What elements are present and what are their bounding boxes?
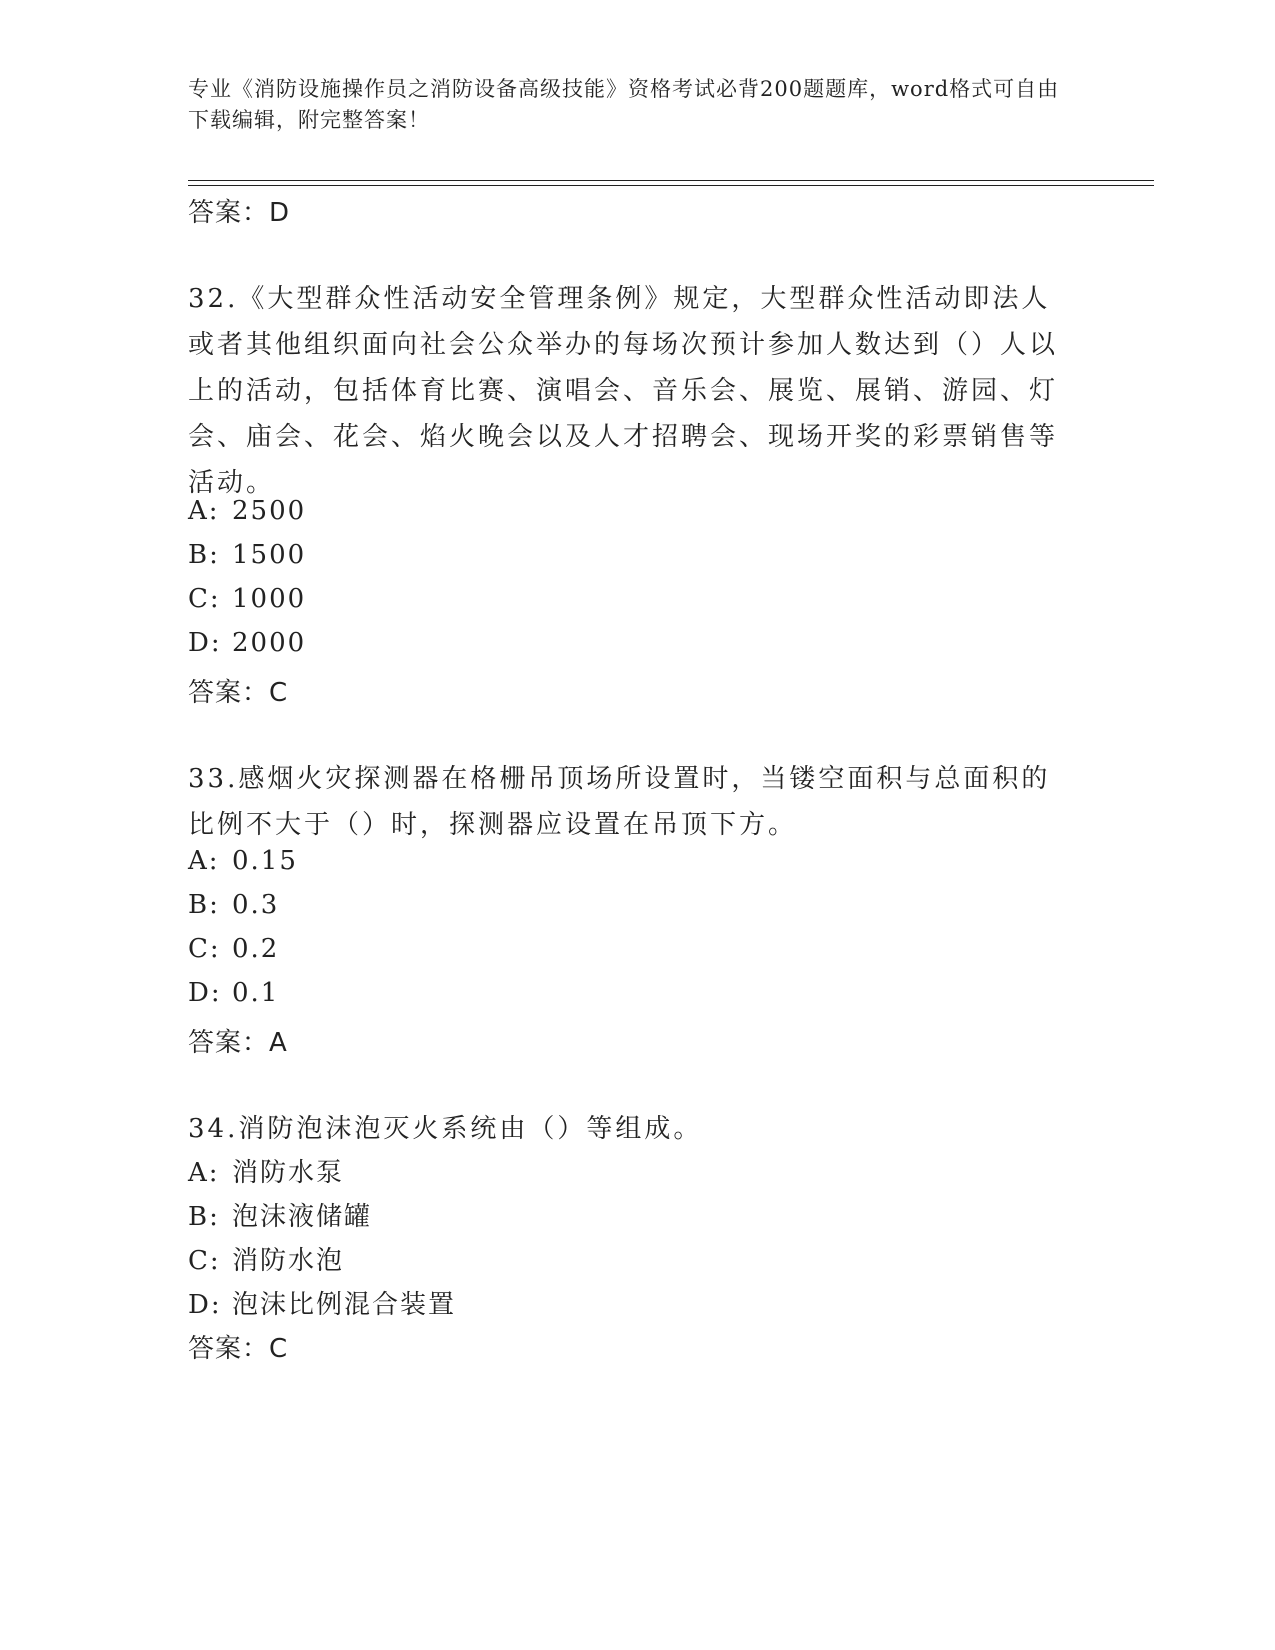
option-33-a: A: 0.15: [188, 846, 298, 876]
option-34-d: D: 泡沫比例混合装置: [188, 1290, 457, 1320]
header-rule-bottom: [188, 185, 1154, 186]
option-33-c: C: 0.2: [188, 934, 280, 964]
answer-34: 答案：C: [188, 1334, 289, 1364]
question-33: 33.感烟火灾探测器在格栅吊顶场所设置时，当镂空面积与总面积的比例不大于（）时，探测器应设置在吊顶下方。: [188, 764, 1051, 840]
header-rule-top: [188, 180, 1154, 181]
answer-33: 答案：A: [188, 1028, 288, 1058]
document-header: 专业《消防设施操作员之消防设备高级技能》资格考试必背200题题库，word格式可自由下载编辑，附完整答案！: [188, 77, 1060, 132]
option-33-d: D: 0.1: [188, 978, 280, 1008]
option-32-b: B: 1500: [188, 540, 307, 570]
option-32-d: D: 2000: [188, 628, 307, 658]
option-32-c: C: 1000: [188, 584, 307, 614]
option-33-b: B: 0.3: [188, 890, 280, 920]
question-34: 34.消防泡沫泡灭火系统由（）等组成。: [188, 1114, 703, 1144]
question-32: 32.《大型群众性活动安全管理条例》规定，大型群众性活动即法人或者其他组织面向社会公众举办的每场次预计参加人数达到（）人以上的活动，包括体育比赛、演唱会、音乐会、展览、展销、游园、灯会、庙会、花会、焰火晚会以及人才招聘会、现场开奖的彩票销售等活动。: [188, 284, 1059, 498]
answer-32: 答案：C: [188, 678, 289, 708]
option-34-a: A: 消防水泵: [188, 1158, 345, 1188]
option-34-c: C: 消防水泡: [188, 1246, 345, 1276]
answer-prev: 答案：D: [188, 198, 291, 228]
option-32-a: A: 2500: [188, 496, 307, 526]
option-34-b: B: 泡沫液储罐: [188, 1202, 373, 1232]
